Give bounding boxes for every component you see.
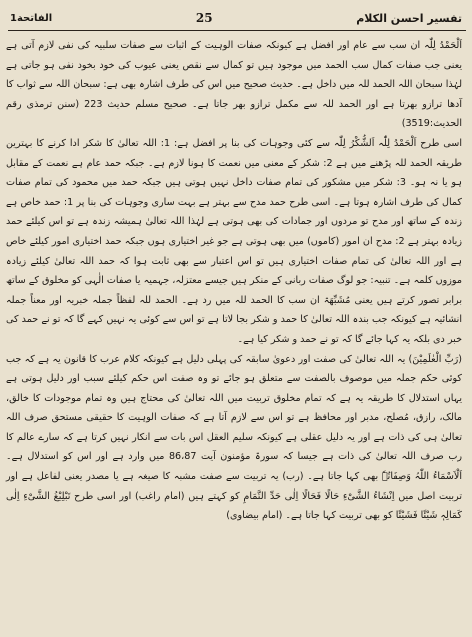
page-body [6,36,462,631]
page-number: 25 [195,11,213,25]
book-title: تفسیر احسن الکلام [356,11,462,25]
paragraph-hamd-superiority: اَلْحَمْدُ لِلّٰہ ان سب سے عام اور افضل ہے کیونکہ صفات الوہیت کے اثبات سے صفات سلبیہ کی نفی لازم آتی ہے یعنی جب صفات کمال سب الحمد میں موجود ہیں تو کمال سے نقص یعنی عیوب کی خود بخود نفی ہو جاتی ہے لہٰذا سبحان اللہ الحمد للہ میں داخل ہے۔ حدیث صحیح میں اس کی طرف اشارہ بھی ہے: سبحان اللہ سے ثواب کا آدھا ترازو بھرتا ہے اور الحمد للہ سے مکمل ترازو بھر جاتا ہے۔ صحیح مسلم حدیث 223 (سنن ترمذی رقم الحدیث:3519) [6,40,462,130]
paragraph-hamd-shukr-madh: اسی طرح اَلْحَمْدُ لِلّٰہ اَلشُّکْرُ لِلّٰہ سے کئی وجوہات کی بنا پر افضل ہے: 1: اللہ تعالیٰ کا شکر ادا کرنے کا بہترین طریقہ الحمد للہ پڑھنے میں ہے 2: شکر کے معنی میں نعمت کا ہونا لازم ہے۔ جبکہ حمد عام ہے نعمت کے مقابل ہو یا نہ ہو۔ 3: شکر میں مشکور کی تمام صفات داخل نہیں ہوتی ہیں جبکہ حمد میں محمود کی تمام صفات کمال کی طرف اشارہ ہوتا ہے۔ اسی طرح حمد مدح سے بہتر ہے بہت ساری وجوہات کی بنا پر 1: حمد خاص ہے زندہ کے ساتھ اور مدح تو مردوں اور جمادات کی بھی ہوتی ہے لہٰذا اللہ تعالیٰ ہمیشہ زندہ ہے تو اس کیلئے حمد زیادہ بہتر ہے 2: مدح ان امور (کاموں) میں بھی ہوتی ہے جو غیر اختیاری ہوں جبکہ حمد اختیاری امور کیلئے خاص ہے اور اللہ تعالیٰ کی تمام صفات اختیاری ہیں تو اس اعتبار سے بھی ثابت ہوا کہ حمد اللہ تعالیٰ کیلئے زیادہ موزوں کلمہ ہے۔ تنبیہ: جو لوگ صفات ربانی کے منکر ہیں جیسے معتزلہ، جہمیہ یا صفات الٰہی کو مخلوق کے ساتھ برابر تصور کرتے ہیں یعنی مُشَبِّھَۃ ان سب کا الحمد للہ میں رد ہے۔ الحمد للہ لفظاً جملہ خبریہ اور معناً جملہ انشائیہ ہے کیونکہ جب بندہ اللہ تعالیٰ کا حمد و شکر بجا لاتا ہے تو اس سے کوئی یہ نہیں کہے گا کہ تو نے حمد کی خبر دی بلکہ یہ کہا جائے گا کہ تو نے حمد و شکر کیا ہے۔ [6,137,462,345]
header-rule [8,30,466,31]
surah-name: الفاتحة1 [10,12,53,24]
page-header [10,6,462,30]
paragraph-rabb-al-alamin: (رَبِّ الْعٰلَمِیْنَ) یہ اللہ تعالیٰ کی صفت اور دعویٰ سابقہ کی پہلی دلیل ہے کیونکہ کلام عرب کا قانون یہ ہے کہ جب کوئی حکم جملہ میں موصوف بالصفت سے متعلق ہو جائے تو وہ صفت اس حکم کیلئے سبب اور دلیل ہوتی ہے یہاں استدلال کا طریقہ یہ ہے کہ تمام مخلوق تربیت میں اللہ تعالیٰ کی محتاج ہیں وہ تمام موجودات کا خالق، مالک، رازق، مُصلح، مدبر اور محافظ ہے تو اس سے لازم آتا ہے کہ صفات الوہیت کا حقیقی مستحق صرف اللہ تعالیٰ ہی کی ذات ہے اور یہ دلیل عقلی ہے کیونکہ سلیم العقل اس بات سے انکار نہیں کرتا ہے کہ سارے عالم کا رب صرف اللہ تعالیٰ کی ذات ہے جیسا کہ سورۃ مؤمنون آیت 86،87 میں وارد ہے اور اس کو استدلال ہے۔ اَلْاَسْمَاءُ اللّٰہُ وَصِفَاتُہٗ بھی کہا جاتا ہے۔ (رب) یہ تربیت سے صفت مشبہ کا صیغہ ہے یا مصدر یعنی لفاعل ہے اور تربیت اصل میں اِنْشَاءُ الشَّیْءِ حَالًا فَحَالًا اِلٰی حَدِّ التَّمَامِ کو کہتے ہیں (امام راغب) اور اسی طرح تَبْلِیْغُ الشَّیْءِ اِلٰی کَمَالِہٖ شَیْئًا فَشَیْئًا کو بھی تربیت کہا جاتا ہے۔ (امام بیضاوی) [6,353,463,522]
